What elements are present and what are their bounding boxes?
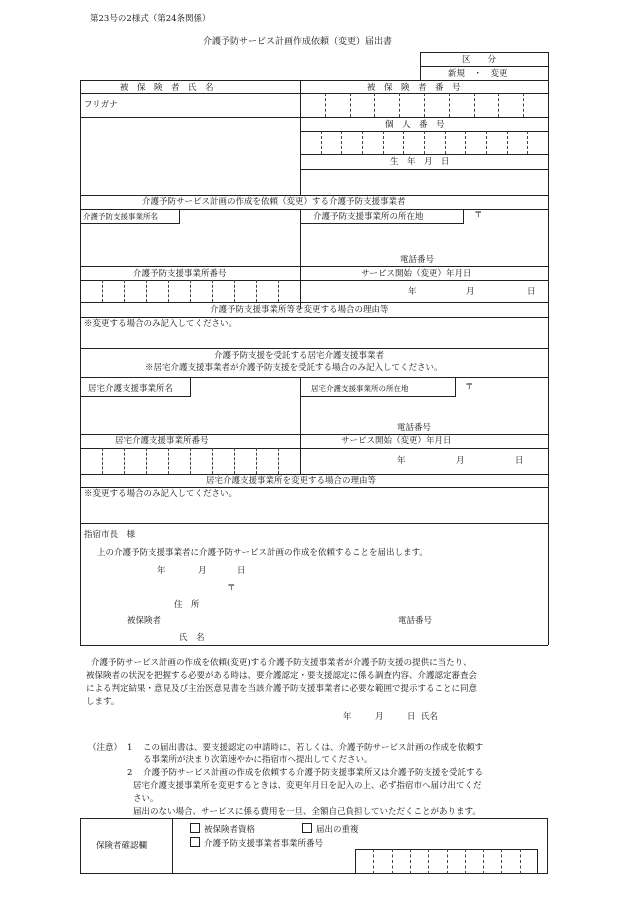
- home-care-office-number-label: 居宅介護支援事業所番号: [115, 436, 209, 446]
- cell-divider: [449, 93, 450, 117]
- cell-divider: [362, 131, 363, 154]
- prevention-reason-note: ※変更する場合のみ記入してください。: [84, 319, 238, 329]
- cell-divider: [465, 131, 466, 154]
- checkbox-icon: [190, 837, 200, 847]
- note-2-line-1: 介護予防サービス計画の作成を依頼する介護予防支援事業所又は介護予防支援を受託する: [143, 768, 484, 778]
- cell-divider: [234, 280, 235, 302]
- cell-divider: [383, 131, 384, 154]
- cell-divider: [498, 93, 499, 117]
- prevention-office-name-label: 介護予防支援事業所名: [83, 212, 158, 221]
- note-2-line-2: 居宅介護支援事業所を変更するときは、変更年月日を記入の上、必ず指宿市へ届け出てくだ: [133, 781, 482, 791]
- prevention-start-date-label: サービス開始（変更）年月日: [361, 269, 472, 279]
- cell-divider: [523, 93, 524, 117]
- cell-divider: [124, 280, 125, 302]
- confirmation-label: 保険者確認欄: [96, 841, 148, 851]
- check-insured-qualification[interactable]: [190, 823, 255, 835]
- home-care-date-day: 日: [515, 456, 524, 466]
- home-care-date-year: 年: [397, 456, 406, 466]
- home-care-office-name-label: 居宅介護支援事業所名: [88, 384, 174, 394]
- cell-divider: [102, 280, 103, 302]
- notes-prefix: （注意）: [88, 743, 123, 753]
- home-care-reason-heading: 居宅介護支援事業所を変更する場合の理由等: [206, 476, 377, 486]
- cell-divider: [507, 131, 508, 154]
- cell-divider: [168, 448, 169, 474]
- home-care-reason-note: ※変更する場合のみ記入してください。: [84, 489, 238, 499]
- insured-name-label: 被 保 険 者 氏 名: [120, 83, 214, 93]
- consent-date-year: 年: [343, 712, 352, 722]
- kubun-label: 区 分: [462, 55, 497, 65]
- postal-mark: 〒: [465, 382, 474, 392]
- notification-date-month: 月: [198, 566, 207, 576]
- cell-divider: [190, 280, 191, 302]
- consent-line-3: による判定結果・意見及び主治医意見書を当該介護予防支援事業者に必要な範囲で提示することに同意: [86, 684, 478, 694]
- cell-divider: [474, 93, 475, 117]
- cell-divider: [424, 93, 425, 117]
- cell-divider: [527, 131, 528, 154]
- notification-phone-label: 電話番号: [398, 616, 433, 626]
- insured-number-label: 被 保 険 者 番 号: [367, 83, 461, 93]
- cell-divider: [501, 849, 502, 874]
- prevention-office-address-label: 介護予防支援事業所の所在地: [313, 212, 424, 222]
- postal-mark: 〒: [474, 210, 483, 220]
- notification-date-year: 年: [157, 566, 166, 576]
- notes-footer: 届出のない場合、サービスに係る費用を一旦、全額自己負担していただくことがあります。: [133, 807, 481, 817]
- checkbox-icon: [190, 823, 200, 833]
- check-office-number[interactable]: [190, 837, 323, 849]
- cell-divider: [483, 849, 484, 874]
- notification-statement: 上の介護予防支援事業者に介護予防サービス計画の作成を依頼することを届出します。: [97, 548, 428, 558]
- form-number: 第23号の2様式（第24条関係）: [90, 14, 211, 24]
- checkbox-icon: [302, 823, 312, 833]
- cell-divider: [424, 131, 425, 154]
- cell-divider: [256, 280, 257, 302]
- postal-mark: 〒: [227, 583, 236, 593]
- cell-divider: [465, 849, 466, 874]
- check-duplicate-notification[interactable]: [302, 823, 359, 835]
- note-2-number: 2: [127, 768, 133, 778]
- consent-date-month: 月: [375, 712, 384, 722]
- cell-divider: [168, 280, 169, 302]
- consent-line-1: 介護予防サービス計画の作成を依頼(変更)する介護予防支援事業者が介護予防支援の提供に当たり、: [91, 658, 472, 668]
- cell-divider: [403, 131, 404, 154]
- prevention-date-year: 年: [408, 287, 417, 297]
- address-label: 住 所: [174, 600, 200, 610]
- home-care-start-date-label: サービス開始（変更）年月日: [341, 436, 452, 446]
- prevention-office-number-label: 介護予防支援事業所番号: [133, 269, 227, 279]
- consent-line-4: します。: [86, 697, 120, 707]
- prevention-phone-label: 電話番号: [400, 255, 435, 265]
- check-insured-qualification-label: 被保険者資格: [204, 825, 256, 835]
- personal-number-label: 個 人 番 号: [385, 120, 445, 130]
- cell-divider: [520, 849, 521, 874]
- notification-date-day: 日: [237, 566, 246, 576]
- cell-divider: [234, 448, 235, 474]
- cell-divider: [146, 448, 147, 474]
- prevention-date-day: 日: [527, 287, 536, 297]
- consent-line-2: 被保険者の状況を把握する必要がある時は、要介護認定・要支援認定に係る調査内容、介護認定審査会: [86, 671, 478, 681]
- home-care-office-address-label: 居宅介護支援事業所の所在地: [311, 384, 409, 393]
- cell-divider: [428, 849, 429, 874]
- consent-date-day: 日: [407, 712, 416, 722]
- home-care-date-month: 月: [456, 456, 465, 466]
- home-care-phone-label: 電話番号: [397, 423, 432, 433]
- cell-divider: [447, 849, 448, 874]
- cell-divider: [486, 131, 487, 154]
- cell-divider: [256, 448, 257, 474]
- cell-divider: [392, 849, 393, 874]
- cell-divider: [373, 849, 374, 874]
- prevention-date-month: 月: [466, 287, 475, 297]
- cell-divider: [399, 93, 400, 117]
- cell-divider: [278, 280, 279, 302]
- check-office-number-label: 介護予防支援事業者事業所番号: [204, 839, 324, 849]
- kubun-value[interactable]: 新規 ・ 変更: [448, 69, 508, 79]
- cell-divider: [350, 93, 351, 117]
- cell-divider: [146, 280, 147, 302]
- cell-divider: [374, 93, 375, 117]
- note-1-number: 1: [127, 743, 133, 753]
- page-title: 介護予防サービス計画作成依頼（変更）届出書: [203, 37, 393, 47]
- cell-divider: [325, 93, 326, 117]
- furigana-label: フリガナ: [84, 100, 118, 110]
- note-1-line-2: る事業所が決まり次第速やかに指宿市へ提出してください。: [143, 755, 373, 765]
- cell-divider: [341, 131, 342, 154]
- birth-date-label: 生 年 月 日: [390, 157, 450, 167]
- section2-heading: 介護予防支援を受託する居宅介護支援事業者: [214, 351, 385, 361]
- consent-name-label: 氏名: [421, 712, 439, 722]
- note-2-line-3: さい。: [133, 794, 159, 804]
- cell-divider: [190, 448, 191, 474]
- cell-divider: [445, 131, 446, 154]
- cell-divider: [410, 849, 411, 874]
- cell-divider: [102, 448, 103, 474]
- cell-divider: [321, 131, 322, 154]
- cell-divider: [278, 448, 279, 474]
- section1-heading: 介護予防サービス計画の作成を依頼（変更）する介護予防支援事業者: [142, 197, 406, 207]
- check-duplicate-notification-label: 届出の重複: [316, 825, 359, 835]
- section2-subheading: ※居宅介護支援事業者が介護予防支援を受託する場合のみ記入してください。: [145, 363, 443, 373]
- cell-divider: [212, 448, 213, 474]
- cell-divider: [124, 448, 125, 474]
- prevention-reason-heading: 介護予防支援事業所等を変更する場合の理由等: [210, 305, 389, 315]
- insured-person-label: 被保険者: [127, 616, 162, 626]
- note-1-line-1: この届出書は、要支援認定の申請時に、若しくは、介護予防サービス計画の作成を依頼す: [143, 743, 484, 753]
- cell-divider: [212, 280, 213, 302]
- addressee: 指宿市長 様: [84, 530, 136, 540]
- notification-name-label: 氏 名: [179, 633, 205, 643]
